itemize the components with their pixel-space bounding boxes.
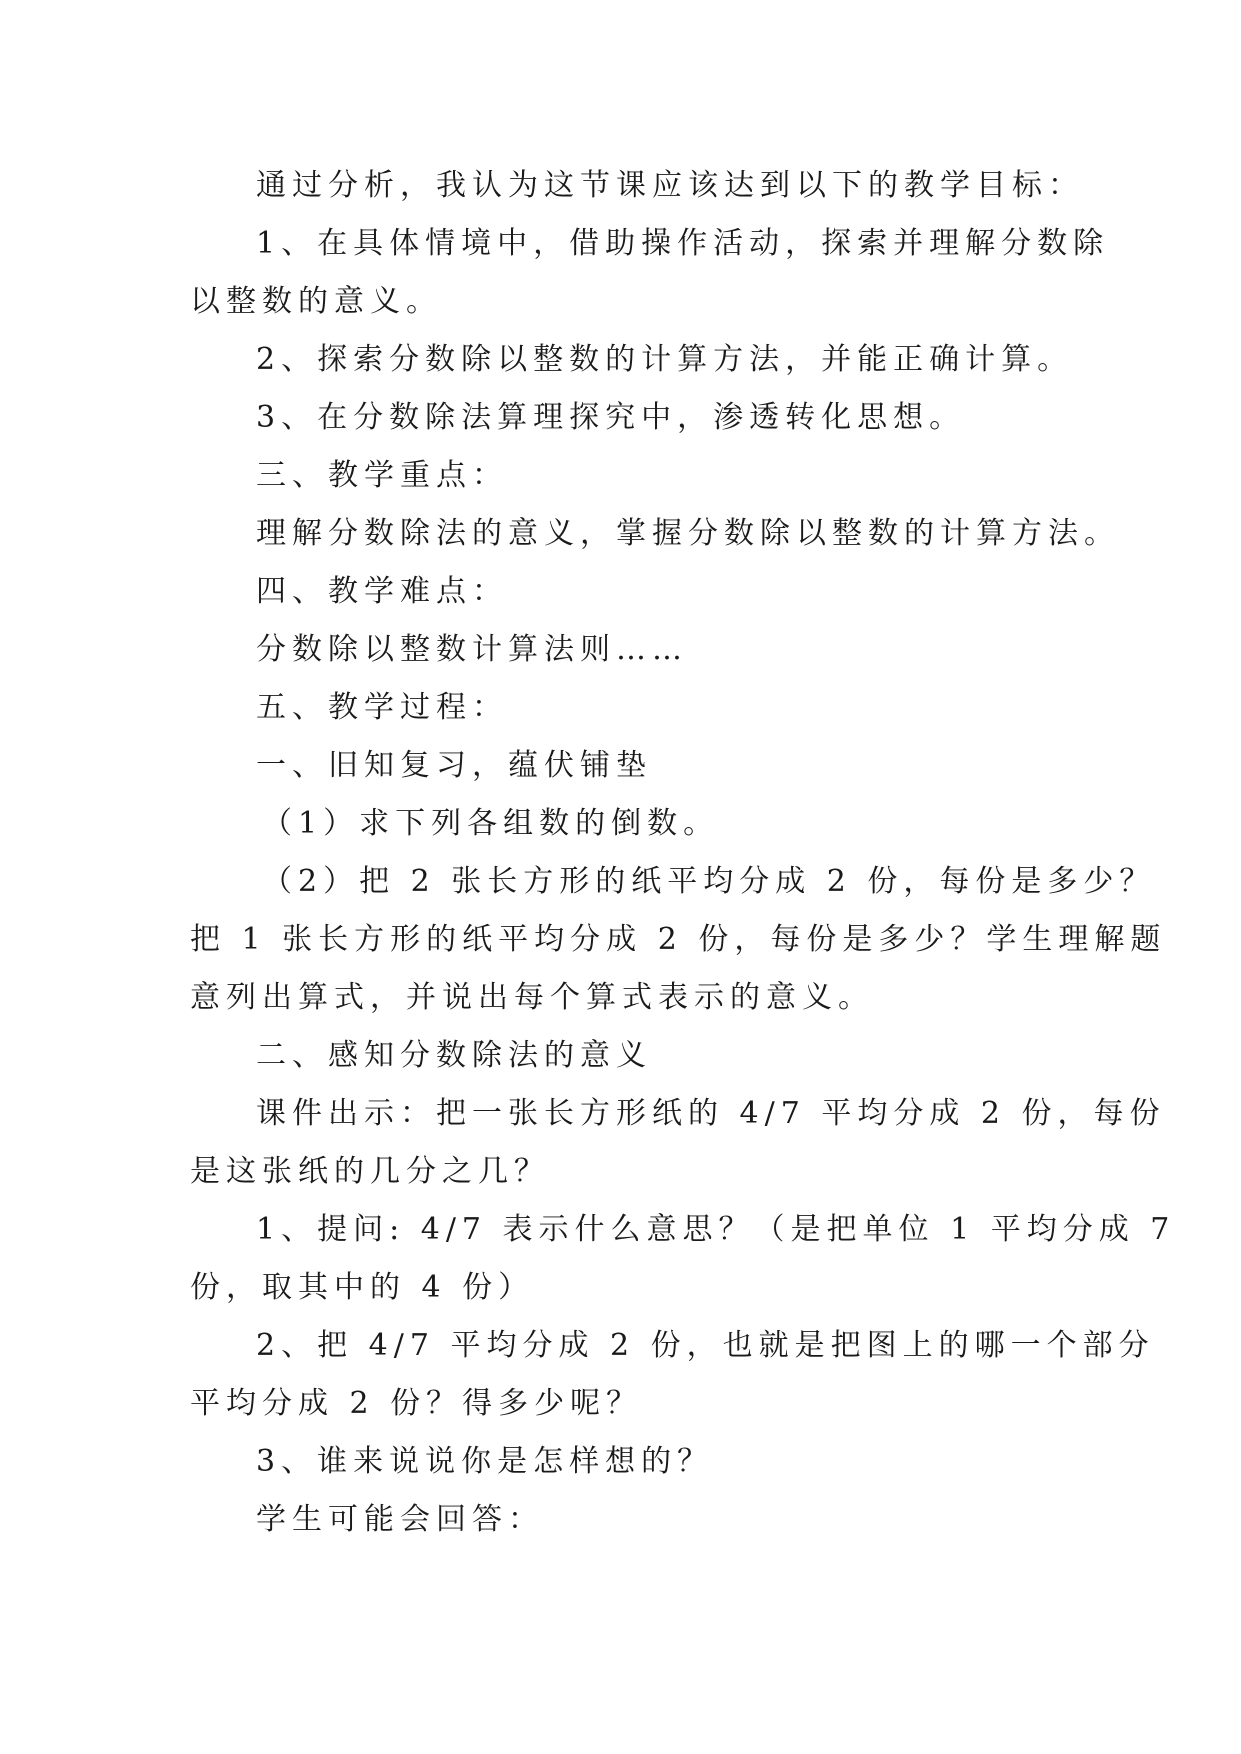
key-points-text: 理解分数除法的意义，掌握分数除以整数的计算方法。 [256, 516, 1120, 551]
objective-3: 3、在分数除法算理探究中，渗透转化思想。 [256, 400, 966, 435]
review-item-2-line-2: 把 1 张长方形的纸平均分成 2 份，每份是多少？学生理解题 [190, 922, 1167, 957]
section-heading-difficulties: 四、教学难点： [256, 574, 508, 609]
question-2-line-2: 平均分成 2 份？得多少呢？ [190, 1386, 643, 1421]
objective-1-line-1: 1、在具体情境中，借助操作活动，探索并理解分数除 [256, 226, 1110, 261]
question-3: 3、谁来说说你是怎样想的？ [256, 1444, 714, 1479]
section-heading-process: 五、教学过程： [256, 690, 508, 725]
review-item-2-line-3: 意列出算式，并说出每个算式表示的意义。 [190, 980, 874, 1015]
objective-2: 2、探索分数除以整数的计算方法，并能正确计算。 [256, 342, 1074, 377]
question-1-line-2: 份，取其中的 4 份） [190, 1270, 535, 1305]
paragraph-intro: 通过分析，我认为这节课应该达到以下的教学目标： [256, 168, 1084, 203]
difficulties-text: 分数除以整数计算法则…… [256, 632, 688, 667]
question-1-line-1: 1、提问: 4/7 表示什么意思？（是把单位 1 平均分成 7 [256, 1212, 1176, 1247]
section-heading-key-points: 三、教学重点： [256, 458, 508, 493]
review-item-2-line-1: （2）把 2 张长方形的纸平均分成 2 份，每份是多少？ [262, 864, 1156, 899]
process-step-1-heading: 一、旧知复习，蕴伏铺垫 [256, 748, 652, 783]
objective-1-line-2: 以整数的意义。 [190, 284, 442, 319]
student-answer-lead: 学生可能会回答： [256, 1502, 544, 1537]
courseware-line-1: 课件出示：把一张长方形纸的 4/7 平均分成 2 份，每份 [256, 1096, 1166, 1131]
courseware-line-2: 是这张纸的几分之几？ [190, 1154, 550, 1189]
process-step-2-heading: 二、感知分数除法的意义 [256, 1038, 652, 1073]
question-2-line-1: 2、把 4/7 平均分成 2 份，也就是把图上的哪一个部分 [256, 1328, 1155, 1363]
review-item-1: （1）求下列各组数的倒数。 [262, 806, 720, 841]
